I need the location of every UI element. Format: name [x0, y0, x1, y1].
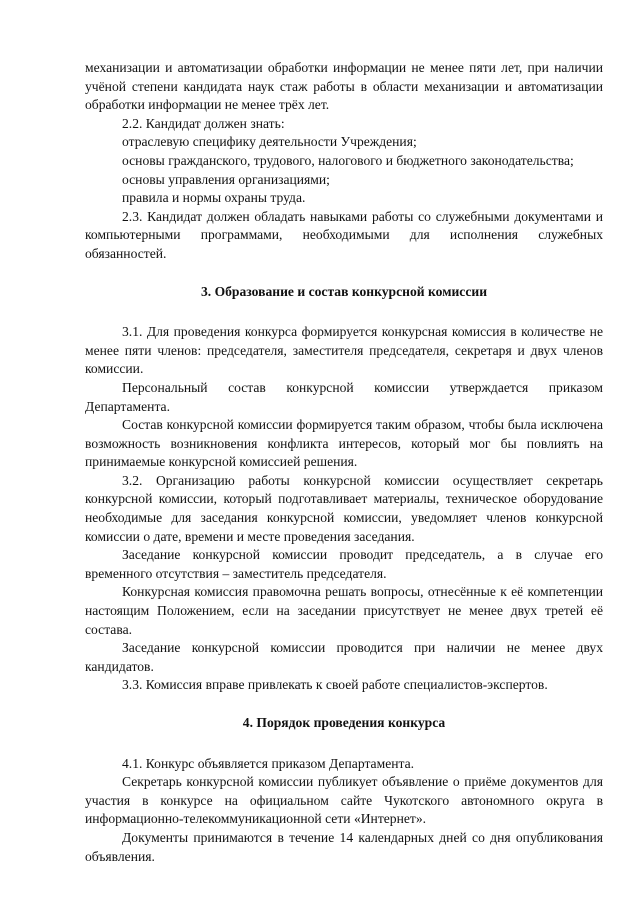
spacer	[85, 301, 603, 323]
paragraph: основы гражданского, трудового, налогового и бюджетного законодательства;	[122, 152, 574, 168]
paragraph: основы управления организациями;	[122, 171, 330, 187]
spacer	[85, 695, 603, 714]
section-heading: 3. Образование и состав конкурсной комиссии	[200, 283, 488, 299]
spacer	[85, 264, 603, 283]
paragraph: 3.2. Организацию работы конкурсной комиссии осуществляет секретарь конкурсной комиссии, который подготавливает материалы, техническое оборудование необходимые для заседания конкурсной комиссии, уведомляет членов конкурсной комиссии о дате, времени и месте проведения заседания.	[85, 472, 603, 544]
paragraph: Состав конкурсной комиссии формируется таким образом, чтобы была исключена возможность возникновения конфликта интересов, который мог бы повлиять на принимаемые конкурсной комиссией решения.	[85, 417, 603, 470]
paragraph: Заседание конкурсной комиссии проводит председатель, а в случае его временного отсутствия – заместитель председателя.	[85, 547, 603, 581]
paragraph: Документы принимаются в течение 14 календарных дней со дня опубликования объявления.	[85, 829, 603, 864]
paragraph: механизации и автоматизации обработки информации не менее пяти лет, при наличии учёной степени кандидата наук стаж работы в области механизации и автоматизации обработки информации не менее трёх лет.	[85, 60, 603, 113]
paragraph: 4.1. Конкурс объявляется приказом Департамента.	[122, 755, 415, 771]
section-heading: 4. Порядок проведения конкурса	[242, 715, 446, 730]
paragraph: 3.3. Комиссия вправе привлекать к своей работе специалистов-экспертов.	[122, 677, 548, 693]
paragraph: Персональный состав конкурсной комиссии утверждается приказом Департамента.	[85, 379, 603, 414]
paragraph: Секретарь конкурсной комиссии публикует объявление о приёме документов для участия в конкурсе на официальном сайте Чукотского автономного округа в информационно-телекоммуникационной сети «Интернет».	[85, 774, 603, 827]
paragraph: правила и нормы охраны труда.	[122, 190, 306, 206]
spacer	[85, 733, 603, 755]
paragraph: отраслевую специфику деятельности Учреждения;	[122, 134, 417, 150]
paragraph: 2.2. Кандидат должен знать:	[122, 115, 285, 131]
paragraph: Конкурсная комиссия правомочна решать вопросы, отнесённые к её компетенции настоящим Положением, если на заседании присутствует не менее двух третей её состава.	[85, 584, 603, 637]
paragraph: 3.1. Для проведения конкурса формируется конкурсная комиссия в количестве не менее пяти членов: председателя, заместителя председателя, секретаря и двух членов комиссии.	[85, 324, 603, 377]
paragraph: Заседание конкурсной комиссии проводится при наличии не менее двух кандидатов.	[85, 640, 603, 674]
paragraph: 2.3. Кандидат должен обладать навыками работы со служебными документами и компьютерными программами, необходимыми для исполнения служебных обязанностей.	[85, 208, 603, 261]
